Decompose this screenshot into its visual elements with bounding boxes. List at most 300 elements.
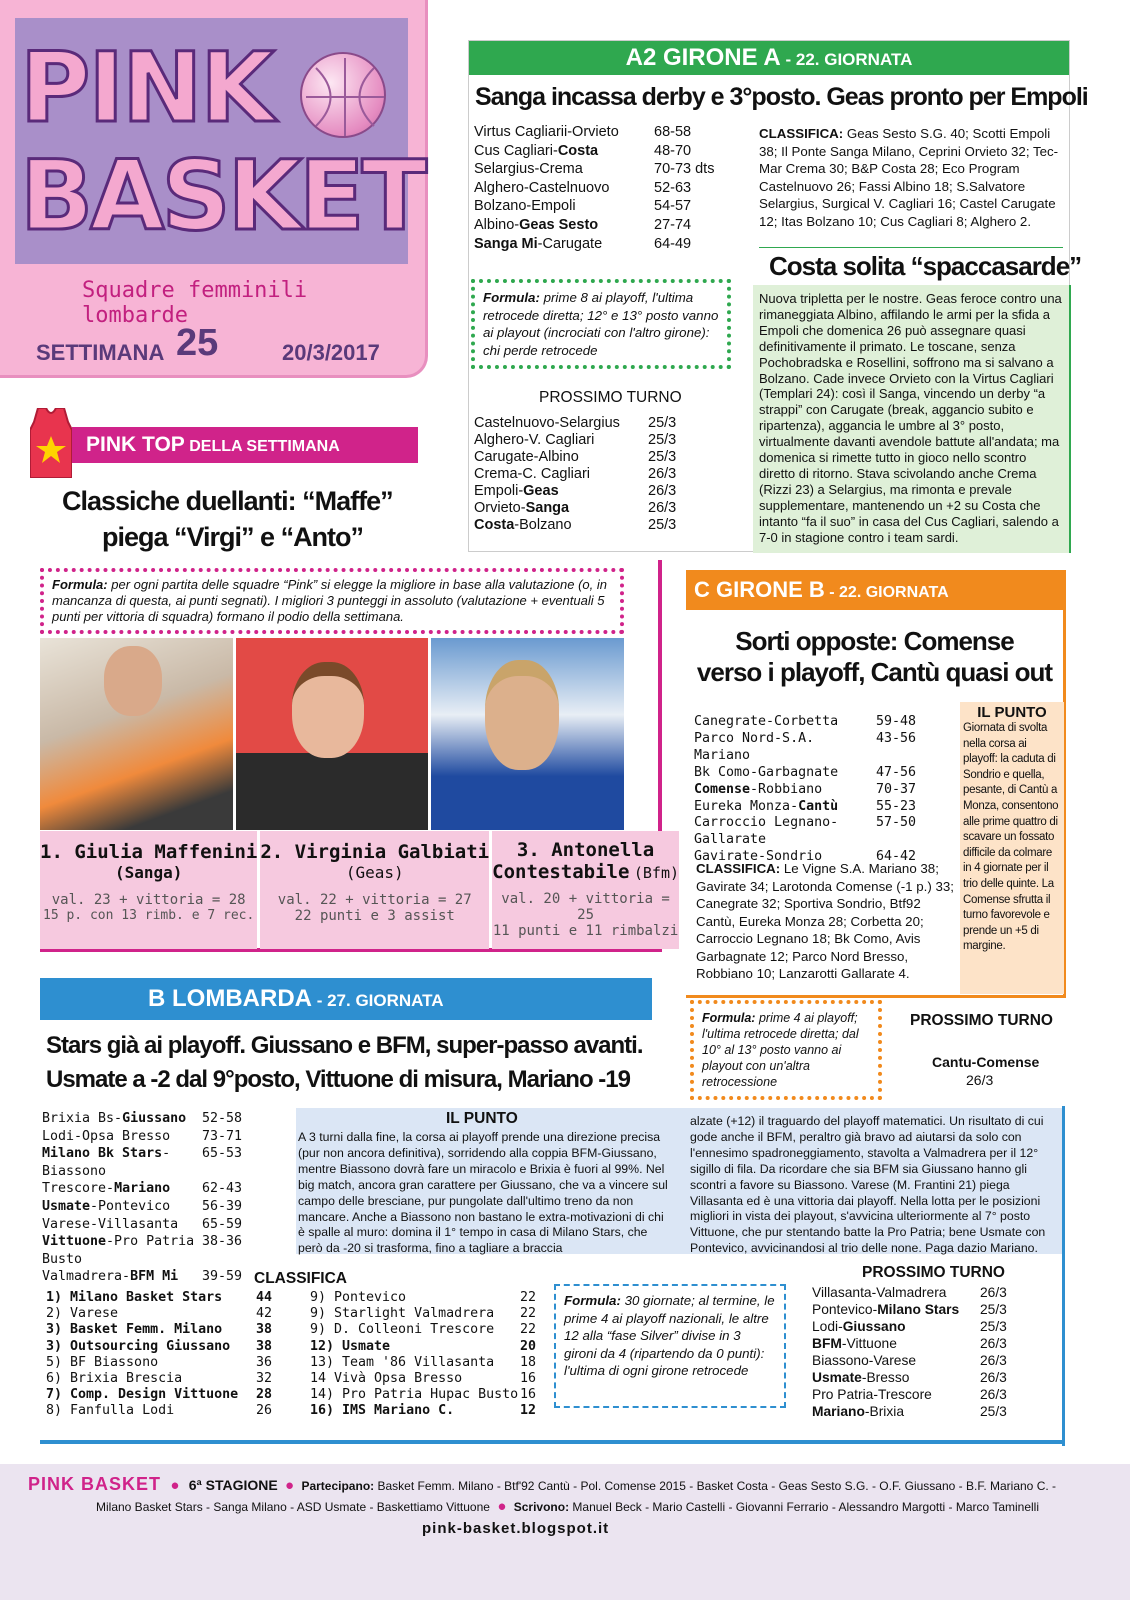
c-formula bbox=[690, 1000, 882, 1100]
result-row-teams bbox=[474, 123, 619, 142]
b-header-sub: - 27. GIORNATA bbox=[311, 991, 444, 1010]
b-formula-label: Formula: bbox=[564, 1293, 621, 1308]
fixture-row-teams bbox=[812, 1403, 904, 1420]
result-row-teams bbox=[694, 815, 876, 849]
team-name: Giussano bbox=[122, 1111, 187, 1126]
team-name: Villasanta-Valmadrera bbox=[812, 1285, 947, 1300]
standing-points: 22 bbox=[519, 1290, 536, 1305]
player-name-1: 1. Giulia Maffenini bbox=[40, 841, 258, 863]
fixture-row-teams bbox=[474, 500, 569, 517]
b-classifica-right bbox=[310, 1290, 536, 1420]
player-team-1: (Sanga) bbox=[114, 863, 183, 882]
team-name: Sanga bbox=[525, 500, 570, 516]
team-name: Castelnuovo-Selargius bbox=[474, 415, 620, 431]
player-stats-1: 15 p. con 13 rimb. e 7 rec. bbox=[43, 908, 255, 923]
fixture-row bbox=[812, 1352, 1052, 1369]
result-row bbox=[474, 160, 726, 179]
b-bottom-border bbox=[40, 1440, 1065, 1444]
a2-section bbox=[468, 40, 1088, 552]
team-name: -Biassono bbox=[42, 1146, 171, 1179]
result-row-teams bbox=[474, 235, 602, 254]
b-right-border bbox=[1062, 1106, 1065, 1446]
a2-formula bbox=[471, 279, 731, 369]
result-row bbox=[694, 799, 948, 816]
c-punto bbox=[960, 702, 1064, 994]
footer-scrivono-label: Scrivono: bbox=[513, 1500, 570, 1514]
result-row-teams bbox=[42, 1233, 202, 1268]
result-row-teams bbox=[42, 1110, 186, 1128]
standing-row bbox=[310, 1339, 536, 1355]
result-row-teams bbox=[474, 197, 576, 216]
team-name: Vittuone bbox=[42, 1234, 107, 1250]
result-row bbox=[42, 1233, 274, 1268]
fixture-row-teams bbox=[812, 1352, 916, 1369]
footer-line-1 bbox=[28, 1474, 1056, 1495]
b-formula bbox=[554, 1284, 786, 1408]
logo-line-pink: PINK bbox=[20, 32, 273, 144]
result-row-teams bbox=[42, 1180, 170, 1198]
c-formula-label: Formula: bbox=[702, 1011, 756, 1025]
fixture-row-value: 26/3 bbox=[648, 500, 677, 516]
result-row-value: 55-23 bbox=[876, 798, 917, 814]
a2-story-text: Nuova tripletta per le nostre. Geas feroce contro una rimaneggiata Albino, affilando le armi per la sfida a Empoli che domenica 26 può assegnare quasi definitivamente il primato. Le toscane, senza Pochobradska e Rosellini, soffrono ma si salvano a Bolzano. Cade invece Orvieto con la Virtus Cagliari (Templari 24): così il Sanga, vincendo un derby “a strappi” con Carugate (break, aggancio subito e ripartenza), aggancia le umbre al 3° posto, virtualmente davanti avendole battute all'andata; ma domenica si rimette tutto in gioco nello scontro diretto di ritorno. Stava scivolando anche Crema (Rizzi 23) a Selargius, ma rimonta e prevale supplementare, mantenendo un +2 su Costa che intanto “fa il suo” in casa del Cus Cagliari, salendo a 7-0 in stagione contro i team sardi. bbox=[759, 291, 1062, 545]
pinktop-formula-label: Formula: bbox=[52, 577, 108, 592]
team-name: Geas Sesto bbox=[519, 216, 599, 233]
standing-team: 3) Outsourcing Giussano bbox=[46, 1338, 231, 1354]
fixture-row-value: 25/3 bbox=[648, 415, 677, 431]
result-row bbox=[474, 179, 726, 198]
b-punto-title: IL PUNTO bbox=[446, 1110, 518, 1127]
fixture-row bbox=[812, 1386, 1052, 1403]
standing-row bbox=[46, 1387, 272, 1403]
team-name: Giussano bbox=[842, 1319, 906, 1334]
fixture-row-teams bbox=[474, 517, 572, 534]
fixture-row-value: 26/3 bbox=[980, 1336, 1007, 1351]
fixture-row bbox=[812, 1403, 1052, 1420]
b-punto-col2: alzate (+12) il traguardo del playoff matematici. Un risultato di cui gode anche il BFM, peraltro già bravo ad aiutarsi da solo con l'ennesimo spadroneggiamento, stavolta a Valmadrera per il 12° sigillo di fila. Da ricordare che sia BFM sia Giussano hanno gli scontri a favore su Biassono. Varese (M. Frantini 21) piega Villasanta ed è una vittoria dai playoff. Nella lotta per le posizioni migliori in vista dei playout, s'avvicina ulteriormente al 7° posto Vittuone, che pur stentando batte la Pro Patria; bene Usmate con Pontevico, avvicinandosi al trio delle none. Paga dazio Mariano. bbox=[690, 1114, 1046, 1256]
result-row bbox=[694, 714, 948, 731]
a2-prossimo bbox=[474, 415, 720, 534]
team-name: Lodi- bbox=[812, 1319, 843, 1334]
standing-team: 5) BF Biassono bbox=[46, 1354, 159, 1370]
result-row bbox=[42, 1268, 274, 1286]
result-row bbox=[42, 1216, 274, 1234]
a2-story-title: Costa solita “spaccasarde” bbox=[769, 251, 1082, 281]
fixture-row-teams bbox=[474, 432, 594, 449]
standing-team: 7) Comp. Design Vittuone bbox=[46, 1387, 239, 1403]
team-name: Gavirate-Sondrio bbox=[694, 849, 823, 865]
result-row-value: 27-74 bbox=[654, 216, 692, 233]
team-name: -Carugate bbox=[537, 235, 603, 252]
team-name: Geas bbox=[523, 483, 559, 499]
player-val-1: val. 23 + vittoria = 28 bbox=[51, 892, 246, 908]
team-name: Mariano bbox=[812, 1404, 865, 1419]
result-row-teams bbox=[694, 765, 838, 782]
result-row-teams bbox=[474, 179, 609, 198]
player-card-1 bbox=[40, 831, 257, 949]
standing-row bbox=[310, 1403, 536, 1419]
a2-results bbox=[474, 123, 726, 253]
team-name: Costa bbox=[557, 142, 599, 159]
result-row-teams bbox=[42, 1268, 178, 1286]
footer-url[interactable]: pink-basket.blogspot.it bbox=[422, 1520, 610, 1537]
week-label: SETTIMANA bbox=[36, 340, 165, 365]
fixture-row bbox=[474, 517, 720, 534]
result-row-value: 70-37 bbox=[876, 781, 917, 797]
result-row-teams bbox=[474, 142, 598, 161]
fixture-row-value: 25/3 bbox=[980, 1404, 1007, 1419]
standing-points: 16 bbox=[519, 1387, 536, 1403]
player-val-3: val. 20 + vittoria = 25 bbox=[501, 891, 670, 923]
c-header-main: C GIRONE B bbox=[694, 577, 825, 602]
result-row-teams bbox=[42, 1128, 170, 1146]
fixture-row-teams bbox=[474, 483, 559, 500]
fixture-row-value: 25/3 bbox=[648, 432, 677, 448]
b-headline-1: Stars già ai playoff. Giussano e BFM, super-passo avanti. bbox=[46, 1032, 643, 1059]
team-name: Crema-C. Cagliari bbox=[474, 466, 591, 482]
a2-header bbox=[469, 41, 1069, 75]
team-name: BFM Mi bbox=[130, 1269, 179, 1285]
fixture-row-teams bbox=[474, 466, 590, 483]
pinktop-header bbox=[72, 427, 418, 463]
standing-team: 9) D. Colleoni Trescore bbox=[310, 1322, 495, 1338]
team-name: Parco Nord-S.A. Mariano bbox=[694, 730, 815, 763]
a2-story bbox=[753, 285, 1071, 553]
team-name: Brixia Bs- bbox=[42, 1111, 123, 1126]
player-photo-2 bbox=[236, 638, 429, 830]
team-name: -Pro Patria Busto bbox=[42, 1234, 195, 1267]
result-row bbox=[474, 142, 726, 161]
team-name: -Robbiano bbox=[750, 781, 823, 797]
pinktop-formula-text: per ogni partita delle squadre “Pink” si elegge la migliore in base alla valutazione (o, in mancanza di questa, ai punti segnati). I migliori 3 punteggi in assoluto (valutazione + eventuali 5 punti per vittoria di squadra) formano il podio della settimana. bbox=[52, 577, 607, 624]
c-classifica-text: Le Vigne S.A. Mariano 38; Gavirate 34; Larotonda Comense (-1 p.) 33; Canegrate 32; Sportiva Sondrio, Btf92 Cantù, Eureka Monza 28; Corbetta 20; Carroccio Legnano 18; Bk Como, Avis Garbagnate 12; Parco Nord Bresso, Robbiano 10; Lanzarotti Gallarate 4. bbox=[696, 861, 954, 981]
b-classifica-left bbox=[46, 1290, 272, 1420]
result-row-value: 43-56 bbox=[876, 730, 917, 746]
player-val-2: val. 22 + vittoria = 27 bbox=[277, 892, 472, 908]
fixture-row-teams bbox=[812, 1301, 959, 1318]
standing-team: 8) Fanfulla Lodi bbox=[46, 1403, 175, 1419]
c-results bbox=[694, 714, 948, 866]
b-punto bbox=[296, 1108, 1062, 1254]
fixture-row-value: 25/3 bbox=[648, 517, 677, 533]
fixture-row-teams bbox=[474, 415, 620, 432]
a2-classifica bbox=[759, 125, 1063, 230]
a2-classifica-text: Geas Sesto S.G. 40; Scotti Empoli 38; Il Ponte Sanga Milano, Ceprini Orvieto 32; Tec-Mar Crema 30; B&P Costa 28; Eco Program Castelnuovo 26; Fassi Albino 18; S.Salvatore Selargius, Surgical V. Cagliari 16; Castel Carugate 12; Itas Bolzano 10; Cus Cagliari 8; Alghero 2. bbox=[759, 126, 1059, 229]
result-row bbox=[694, 765, 948, 782]
player-name-2: 2. Virginia Galbiati bbox=[260, 841, 490, 863]
fixture-row-teams bbox=[474, 449, 579, 466]
fixture-row bbox=[812, 1335, 1052, 1352]
fixture-row-teams bbox=[812, 1335, 897, 1352]
standing-team: 1) Milano Basket Stars bbox=[46, 1290, 223, 1305]
result-row bbox=[42, 1198, 274, 1216]
a2-header-main: A2 GIRONE A bbox=[625, 44, 781, 71]
standing-row bbox=[46, 1371, 272, 1387]
standing-points: 28 bbox=[255, 1387, 272, 1403]
result-row-value: 73-71 bbox=[202, 1128, 243, 1144]
result-row bbox=[474, 197, 726, 216]
c-punto-text: Giornata di svolta nella corsa ai playoff: la caduta di Sondrio e quella, pesante, di Cantù a Monza, consentono alle prime quattro di scavare un fossato difficile da colmare in 4 giornate per il trio delle quinte. La Comense sfrutta il turno favorevole e prende un +5 di margine. bbox=[963, 722, 1059, 953]
standing-points: 22 bbox=[519, 1306, 536, 1322]
result-row-value: 62-43 bbox=[202, 1181, 243, 1197]
player-name-3: 3. Antonella bbox=[516, 839, 655, 861]
standing-team: 12) Usmate bbox=[310, 1338, 391, 1354]
fixture-row bbox=[474, 432, 720, 449]
c-prossimo-match: Cantu-Comense bbox=[932, 1054, 1040, 1070]
result-row-value: 52-63 bbox=[654, 179, 692, 196]
fixture-row-teams bbox=[812, 1386, 932, 1403]
fixture-row-value: 25/3 bbox=[648, 449, 677, 465]
result-row-value: 57-50 bbox=[876, 815, 917, 831]
c-classifica-label: CLASSIFICA: bbox=[696, 861, 781, 876]
result-row-value: 65-59 bbox=[202, 1216, 243, 1232]
team-name: Canegrate-Corbetta bbox=[694, 714, 839, 729]
standing-points: 44 bbox=[255, 1290, 272, 1305]
team-name: Empoli- bbox=[474, 483, 524, 499]
team-name: Cus Cagliari- bbox=[474, 142, 558, 159]
fixture-row bbox=[474, 415, 720, 432]
footer-scrivono-text: Manuel Beck - Mario Castelli - Giovanni Ferrario - Alessandro Margotti - Marco Taminelli bbox=[569, 1500, 1040, 1514]
c-formula-text: prime 4 ai playoff; l'ultima retrocede diretta; dal 10° al 13° posto vanno ai playout con un'altra retrocessione bbox=[702, 1011, 859, 1089]
team-name: -Brixia bbox=[864, 1404, 904, 1419]
standing-team: 16) IMS Mariano C. bbox=[310, 1403, 455, 1419]
player-head-1 bbox=[104, 646, 162, 716]
fixture-row bbox=[474, 483, 720, 500]
standing-row bbox=[46, 1322, 272, 1338]
standing-row bbox=[46, 1290, 272, 1306]
result-row-value: 65-53 bbox=[202, 1146, 243, 1162]
b-formula-text: 30 giornate; al termine, le prime 4 ai playoff nazionali, le altre 12 alla “fase Silver” divise in 3 gironi da 4 (ripartendo da 0 punti): l'ultima di ogni girone retrocede bbox=[564, 1293, 775, 1378]
standing-team: 14) Pro Patria Hupac Busto bbox=[310, 1387, 519, 1403]
team-name: Selargius-Crema bbox=[474, 161, 583, 178]
b-header bbox=[40, 978, 652, 1020]
standing-team: 14 Vivà Opsa Bresso bbox=[310, 1371, 463, 1387]
result-row bbox=[694, 782, 948, 799]
player-head-2 bbox=[292, 662, 364, 758]
team-name: Virtus Cagliarii-Orvieto bbox=[474, 124, 619, 140]
standing-points: 38 bbox=[255, 1322, 272, 1338]
standing-points: 20 bbox=[519, 1338, 536, 1354]
issue-date: 20/3/2017 bbox=[282, 340, 380, 365]
fixture-row-value: 25/3 bbox=[980, 1302, 1007, 1317]
team-name: Lodi-Opsa Bresso bbox=[42, 1128, 171, 1144]
a2-header-sub: - 22. GIORNATA bbox=[780, 50, 913, 69]
result-row bbox=[474, 123, 726, 142]
b-punto-col1: A 3 turni dalla fine, la corsa ai playoff prende una direzione precisa (pur non ancora definitiva), sorridendo alla coppia BFM-Giussano, mentre Biassono dovrà fare un miracolo e Brixia è fuori al 99%. Nel big match, ancora gran carattere per Giussano, che va a vincere sul campo delle bresciane, pur pungolate dall'ultimo treno da non mancare. Anche a Biassono non bastano le extra-motivazioni di chi è spalle al muro: domina il 1° tempo in casa di Milano Stars, che però da -20 si trasforma, fino a tagliare a braccia bbox=[298, 1130, 668, 1256]
fixture-row bbox=[474, 449, 720, 466]
team-name: Varese-Villasanta bbox=[42, 1216, 179, 1232]
result-row bbox=[694, 731, 948, 765]
result-row-teams bbox=[694, 731, 876, 765]
team-name: -Pontevico bbox=[90, 1198, 171, 1214]
fixture-row bbox=[812, 1369, 1052, 1386]
result-row-value: 39-59 bbox=[202, 1269, 243, 1285]
result-row-value: 38-36 bbox=[202, 1234, 243, 1250]
b-header-main: B LOMBARDA bbox=[148, 985, 312, 1012]
footer bbox=[0, 1464, 1130, 1600]
fixture-row-value: 26/3 bbox=[980, 1387, 1007, 1402]
pinktop-headline-1: Classiche duellanti: “Maffe” bbox=[62, 486, 393, 516]
result-row-value: 64-42 bbox=[876, 849, 917, 865]
result-row-teams bbox=[42, 1145, 202, 1180]
team-name: Pro Patria-Trescore bbox=[812, 1387, 932, 1402]
standing-row bbox=[46, 1403, 272, 1419]
standing-team: 9) Starlight Valmadrera bbox=[310, 1306, 495, 1322]
fixture-row-teams bbox=[812, 1318, 906, 1335]
basketball-icon bbox=[300, 52, 386, 138]
result-row-teams bbox=[42, 1198, 170, 1216]
player-card-2 bbox=[260, 831, 489, 949]
pinktop-headline-2: piega “Virgi” e “Anto” bbox=[102, 522, 364, 552]
result-row-value: 56-39 bbox=[202, 1198, 243, 1214]
team-name: Milano Stars bbox=[877, 1302, 960, 1317]
result-row bbox=[42, 1128, 274, 1146]
standing-team: 3) Basket Femm. Milano bbox=[46, 1322, 223, 1338]
masthead bbox=[0, 0, 428, 378]
standing-row bbox=[310, 1290, 536, 1306]
standing-row bbox=[310, 1322, 536, 1338]
standing-row bbox=[46, 1306, 272, 1322]
fixture-row bbox=[474, 500, 720, 517]
b-prossimo bbox=[812, 1284, 1052, 1420]
standing-points: 36 bbox=[255, 1354, 272, 1370]
team-name: Trescore- bbox=[42, 1181, 115, 1197]
result-row-value: 59-48 bbox=[876, 714, 917, 729]
standing-row bbox=[46, 1355, 272, 1371]
result-row-value: 68-58 bbox=[654, 124, 692, 140]
fixture-row-value: 26/3 bbox=[980, 1370, 1007, 1385]
team-name: Mariano bbox=[114, 1181, 171, 1197]
footer-partecipano-text-2: Milano Basket Stars - Sanga Milano - ASD Usmate - Baskettiamo Vittuone bbox=[96, 1500, 490, 1514]
c-headline-2: verso i playoff, Cantù quasi out bbox=[696, 657, 1053, 687]
a2-headline: Sanga incassa derby e 3°posto. Geas pronto per Empoli bbox=[475, 83, 1088, 111]
standing-points: 18 bbox=[519, 1354, 536, 1370]
team-name: Cantù bbox=[798, 798, 839, 814]
team-name: Comense bbox=[694, 781, 751, 797]
result-row-teams bbox=[694, 782, 822, 799]
team-name: Costa bbox=[474, 517, 515, 533]
footer-bullet-2: ● bbox=[285, 1477, 295, 1494]
footer-partecipano-text: Basket Femm. Milano - Btf'92 Cantù - Pol. Comense 2015 - Basket Costa - Geas Sesto S.G. - O.F. Giussano - B.F. Mariano C. - bbox=[374, 1479, 1057, 1493]
standing-points: 16 bbox=[519, 1371, 536, 1387]
week-number: 25 bbox=[176, 322, 219, 364]
c-header-sub: - 22. GIORNATA bbox=[824, 584, 949, 601]
b-classifica-title: CLASSIFICA bbox=[254, 1270, 347, 1287]
team-name: Valmadrera- bbox=[42, 1269, 131, 1285]
b-headline-2: Usmate a -2 dal 9°posto, Vittuone di misura, Mariano -19 bbox=[46, 1066, 630, 1093]
footer-brand: PINK BASKET bbox=[28, 1474, 162, 1494]
player-team-3: (Bfm) bbox=[633, 864, 680, 882]
standing-points: 42 bbox=[255, 1306, 272, 1322]
player-card-3 bbox=[492, 831, 679, 949]
fixture-row bbox=[812, 1284, 1052, 1301]
fixture-row-teams bbox=[812, 1369, 909, 1386]
c-prossimo-date: 26/3 bbox=[966, 1072, 994, 1088]
player-cards bbox=[40, 831, 680, 949]
player-head-3 bbox=[485, 660, 559, 770]
standing-points: 38 bbox=[255, 1338, 272, 1354]
pinktop-title-sub: DELLA SETTIMANA bbox=[184, 438, 340, 455]
footer-bullet-3: ● bbox=[497, 1498, 507, 1515]
footer-bullet-1: ● bbox=[170, 1477, 180, 1494]
b-results bbox=[42, 1110, 274, 1286]
c-header bbox=[686, 570, 1063, 610]
logo-line-basket: BASKET bbox=[20, 140, 425, 252]
b-prossimo-title: PROSSIMO TURNO bbox=[862, 1264, 1005, 1281]
standing-row bbox=[46, 1339, 272, 1355]
result-row-value: 52-58 bbox=[202, 1111, 243, 1126]
fixture-row bbox=[474, 466, 720, 483]
a2-formula-text: prime 8 ai playoff, l'ultima retrocede diretta; 12° e 13° posto vanno ai playout (incrociati con l'altro girone): chi perde retrocede bbox=[483, 290, 719, 358]
result-row bbox=[694, 815, 948, 849]
result-row-teams bbox=[694, 714, 838, 731]
team-name: Alghero-Castelnuovo bbox=[474, 179, 610, 196]
c-section bbox=[686, 570, 1066, 998]
subtitle: Squadre femminili lombarde bbox=[82, 278, 308, 328]
standing-row bbox=[310, 1355, 536, 1371]
result-row-value: 48-70 bbox=[654, 142, 692, 159]
result-row-value: 70-73 dts bbox=[654, 161, 715, 178]
standing-points: 22 bbox=[519, 1322, 536, 1338]
standing-points: 32 bbox=[255, 1371, 272, 1387]
team-name: Carroccio Legnano-Gallarate bbox=[694, 815, 839, 848]
team-name: Alghero-V. Cagliari bbox=[474, 432, 595, 448]
team-name: -Bresso bbox=[861, 1370, 910, 1385]
footer-season: 6ª STAGIONE bbox=[188, 1477, 278, 1493]
result-row-teams bbox=[474, 160, 583, 179]
a2-formula-label: Formula: bbox=[483, 290, 540, 305]
team-name: Milano Bk Stars bbox=[42, 1146, 163, 1162]
result-row bbox=[42, 1180, 274, 1198]
player-team-2: (Geas) bbox=[345, 863, 404, 882]
player-photo-3 bbox=[431, 638, 624, 830]
standing-row bbox=[310, 1306, 536, 1322]
standing-team: 13) Team '86 Villasanta bbox=[310, 1354, 495, 1370]
c-classifica bbox=[696, 860, 954, 983]
player-stats-3: 11 punti e 11 rimbalzi bbox=[492, 923, 679, 939]
c-headline-1: Sorti opposte: Comense bbox=[735, 626, 1014, 656]
team-name: Usmate bbox=[812, 1370, 862, 1385]
fixture-row-value: 25/3 bbox=[980, 1319, 1007, 1334]
standing-team: 2) Varese bbox=[46, 1306, 119, 1322]
fixture-row-value: 26/3 bbox=[648, 466, 677, 482]
result-row-teams bbox=[42, 1216, 178, 1234]
fixture-row bbox=[812, 1318, 1052, 1335]
ball-lines bbox=[302, 54, 388, 140]
pinktop-title-main: PINK TOP bbox=[86, 433, 185, 456]
team-name: -Bolzano bbox=[514, 517, 572, 533]
c-prossimo-title: PROSSIMO TURNO bbox=[910, 1012, 1053, 1029]
standing-row bbox=[310, 1371, 536, 1387]
standing-team: 9) Pontevico bbox=[310, 1290, 407, 1305]
result-row bbox=[474, 235, 726, 254]
fixture-row-value: 26/3 bbox=[980, 1353, 1007, 1368]
team-name: Usmate bbox=[42, 1198, 91, 1214]
player-name2-3: Contestabile bbox=[492, 861, 630, 883]
player-photo-1 bbox=[40, 638, 233, 830]
team-name: Biassono-Varese bbox=[812, 1353, 917, 1368]
result-row bbox=[42, 1145, 274, 1180]
result-row-teams bbox=[474, 216, 598, 235]
result-row-value: 47-56 bbox=[876, 764, 917, 780]
standing-points: 12 bbox=[519, 1403, 536, 1419]
result-row-value: 64-49 bbox=[654, 235, 692, 252]
result-row bbox=[474, 216, 726, 235]
a2-divider bbox=[759, 247, 1063, 248]
c-punto-title: IL PUNTO bbox=[977, 704, 1047, 721]
team-name: Albino- bbox=[474, 216, 520, 233]
fixture-row bbox=[812, 1301, 1052, 1318]
